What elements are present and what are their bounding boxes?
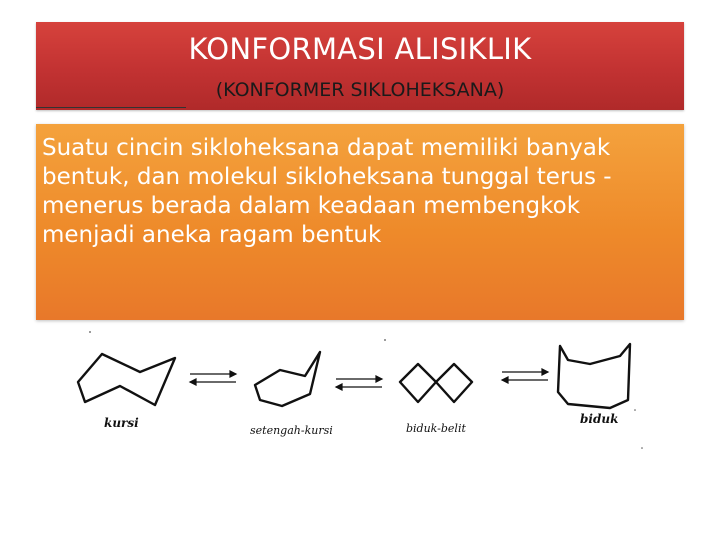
boat-shape [558, 344, 630, 408]
slide-title: KONFORMASI ALISIKLIK [188, 32, 532, 66]
label-biduk: biduk [580, 412, 619, 426]
chair-shape [78, 354, 175, 405]
conformer-figure [60, 330, 680, 460]
content-box [36, 124, 684, 320]
equilibrium-arrows-1 [190, 371, 236, 385]
equilibrium-arrows-2 [336, 376, 382, 390]
label-biduk-belit: biduk-belit [406, 422, 466, 435]
half-chair-shape [255, 352, 320, 406]
slide-subtitle: (KONFORMER SIKLOHEKSANA) [215, 79, 505, 101]
twist-boat-shape [400, 364, 472, 402]
title-bar [36, 22, 684, 110]
label-kursi: kursi [104, 416, 139, 430]
conformer-diagram [60, 330, 680, 460]
title-underline [36, 107, 186, 108]
body-text: Suatu cincin sikloheksana dapat memiliki banyak bentuk, dan molekul sikloheksana tunggal terus - menerus berada dalam keadaan membengkok menjadi aneka ragam bentuk [42, 135, 612, 248]
label-setengah-kursi: setengah-kursi [250, 424, 333, 437]
equilibrium-arrows-3 [502, 369, 548, 383]
